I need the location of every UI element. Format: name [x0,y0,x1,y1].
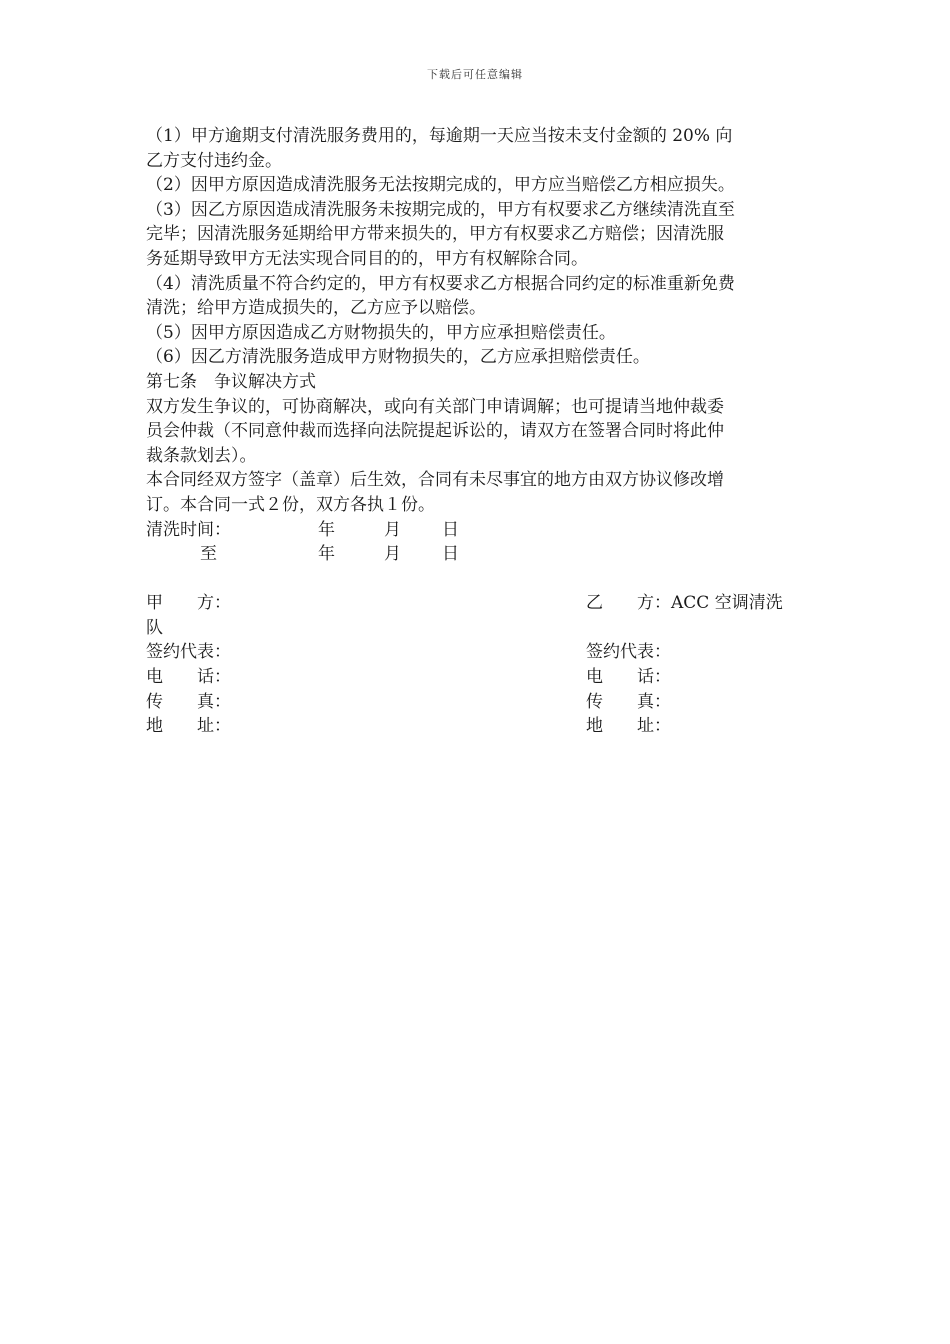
clause-4 [146,272,810,321]
year-label: 年 [318,544,335,565]
party-a-label: 甲 方： [146,593,231,614]
text-line: 清洗；给甲方造成损失的，乙方应予以赔偿。 [146,298,486,319]
day-label: 日 [442,544,459,565]
text-line: 乙方支付违约金。 [146,150,282,171]
party-a-rep-label: 签约代表： [146,642,231,663]
clause-3 [146,198,810,272]
clause-5 [146,321,810,346]
text-line: 订。本合同一式２份，双方各执１份。 [146,494,435,515]
cleaning-time-label: 清洗时间： [146,519,231,540]
party-b-address-label: 地 址： [586,716,671,737]
page-header: 下载后可任意编辑 [427,68,523,81]
signature-address-row [146,714,810,739]
party-b-label: 乙 方：ACC 空调清洗 [586,593,783,614]
text-line: 务延期导致甲方无法实现合同目的的，甲方有权解除合同。 [146,248,588,269]
cleaning-time-end [146,542,810,567]
party-b-rep-label: 签约代表： [586,642,671,663]
text-line: （4）清洗质量不符合约定的，甲方有权要求乙方根据合同约定的标准重新免费 [146,273,735,294]
party-b-fax-label: 传 真： [586,691,671,712]
signature-party-row-wrap [146,616,810,641]
party-b-label-wrap: 队 [146,617,163,638]
party-b-phone-label: 电 话： [586,667,671,688]
text-line: 裁条款划去）。 [146,445,257,466]
party-a-address-label: 地 址： [146,716,231,737]
clause-6 [146,345,810,370]
closing-paragraph [146,468,810,517]
spacer [146,567,810,592]
text-line: 本合同经双方签字（盖章）后生效，合同有未尽事宜的地方由双方协议修改增 [146,470,724,491]
text-line: （6）因乙方清洗服务造成甲方财物损失的，乙方应承担赔偿责任。 [146,347,650,368]
contract-body [146,124,810,739]
month-label: 月 [384,519,401,540]
text-line: 员会仲裁（不同意仲裁而选择向法院提起诉讼的，请双方在签署合同时将此仲 [146,421,724,442]
signature-phone-row [146,665,810,690]
text-line: （5）因甲方原因造成乙方财物损失的，甲方应承担赔偿责任。 [146,322,616,343]
signature-block [146,591,810,739]
article-7-title: 第七条 争议解决方式 [146,371,316,392]
text-line: （2）因甲方原因造成清洗服务无法按期完成的，甲方应当赔偿乙方相应损失。 [146,175,735,196]
text-line: （1）甲方逾期支付清洗服务费用的，每逾期一天应当按未支付金额的 20% 向 [146,126,733,146]
clause-2 [146,173,810,198]
month-label: 月 [384,544,401,565]
cleaning-time-start [146,518,810,543]
to-label: 至 [146,544,218,565]
text-line: 完毕；因清洗服务延期给甲方带来损失的，甲方有权要求乙方赔偿；因清洗服 [146,224,724,245]
party-a-phone-label: 电 话： [146,667,231,688]
clause-1 [146,124,810,173]
signature-party-row [146,591,810,616]
day-label: 日 [442,519,459,540]
text-line: （3）因乙方原因造成清洗服务未按期完成的，甲方有权要求乙方继续清洗直至 [146,199,735,220]
signature-rep-row [146,640,810,665]
party-a-fax-label: 传 真： [146,691,231,712]
signature-fax-row [146,690,810,715]
text-line: 双方发生争议的，可协商解决，或向有关部门申请调解；也可提请当地仲裁委 [146,396,724,417]
year-label: 年 [318,519,335,540]
article-7-body [146,395,810,469]
